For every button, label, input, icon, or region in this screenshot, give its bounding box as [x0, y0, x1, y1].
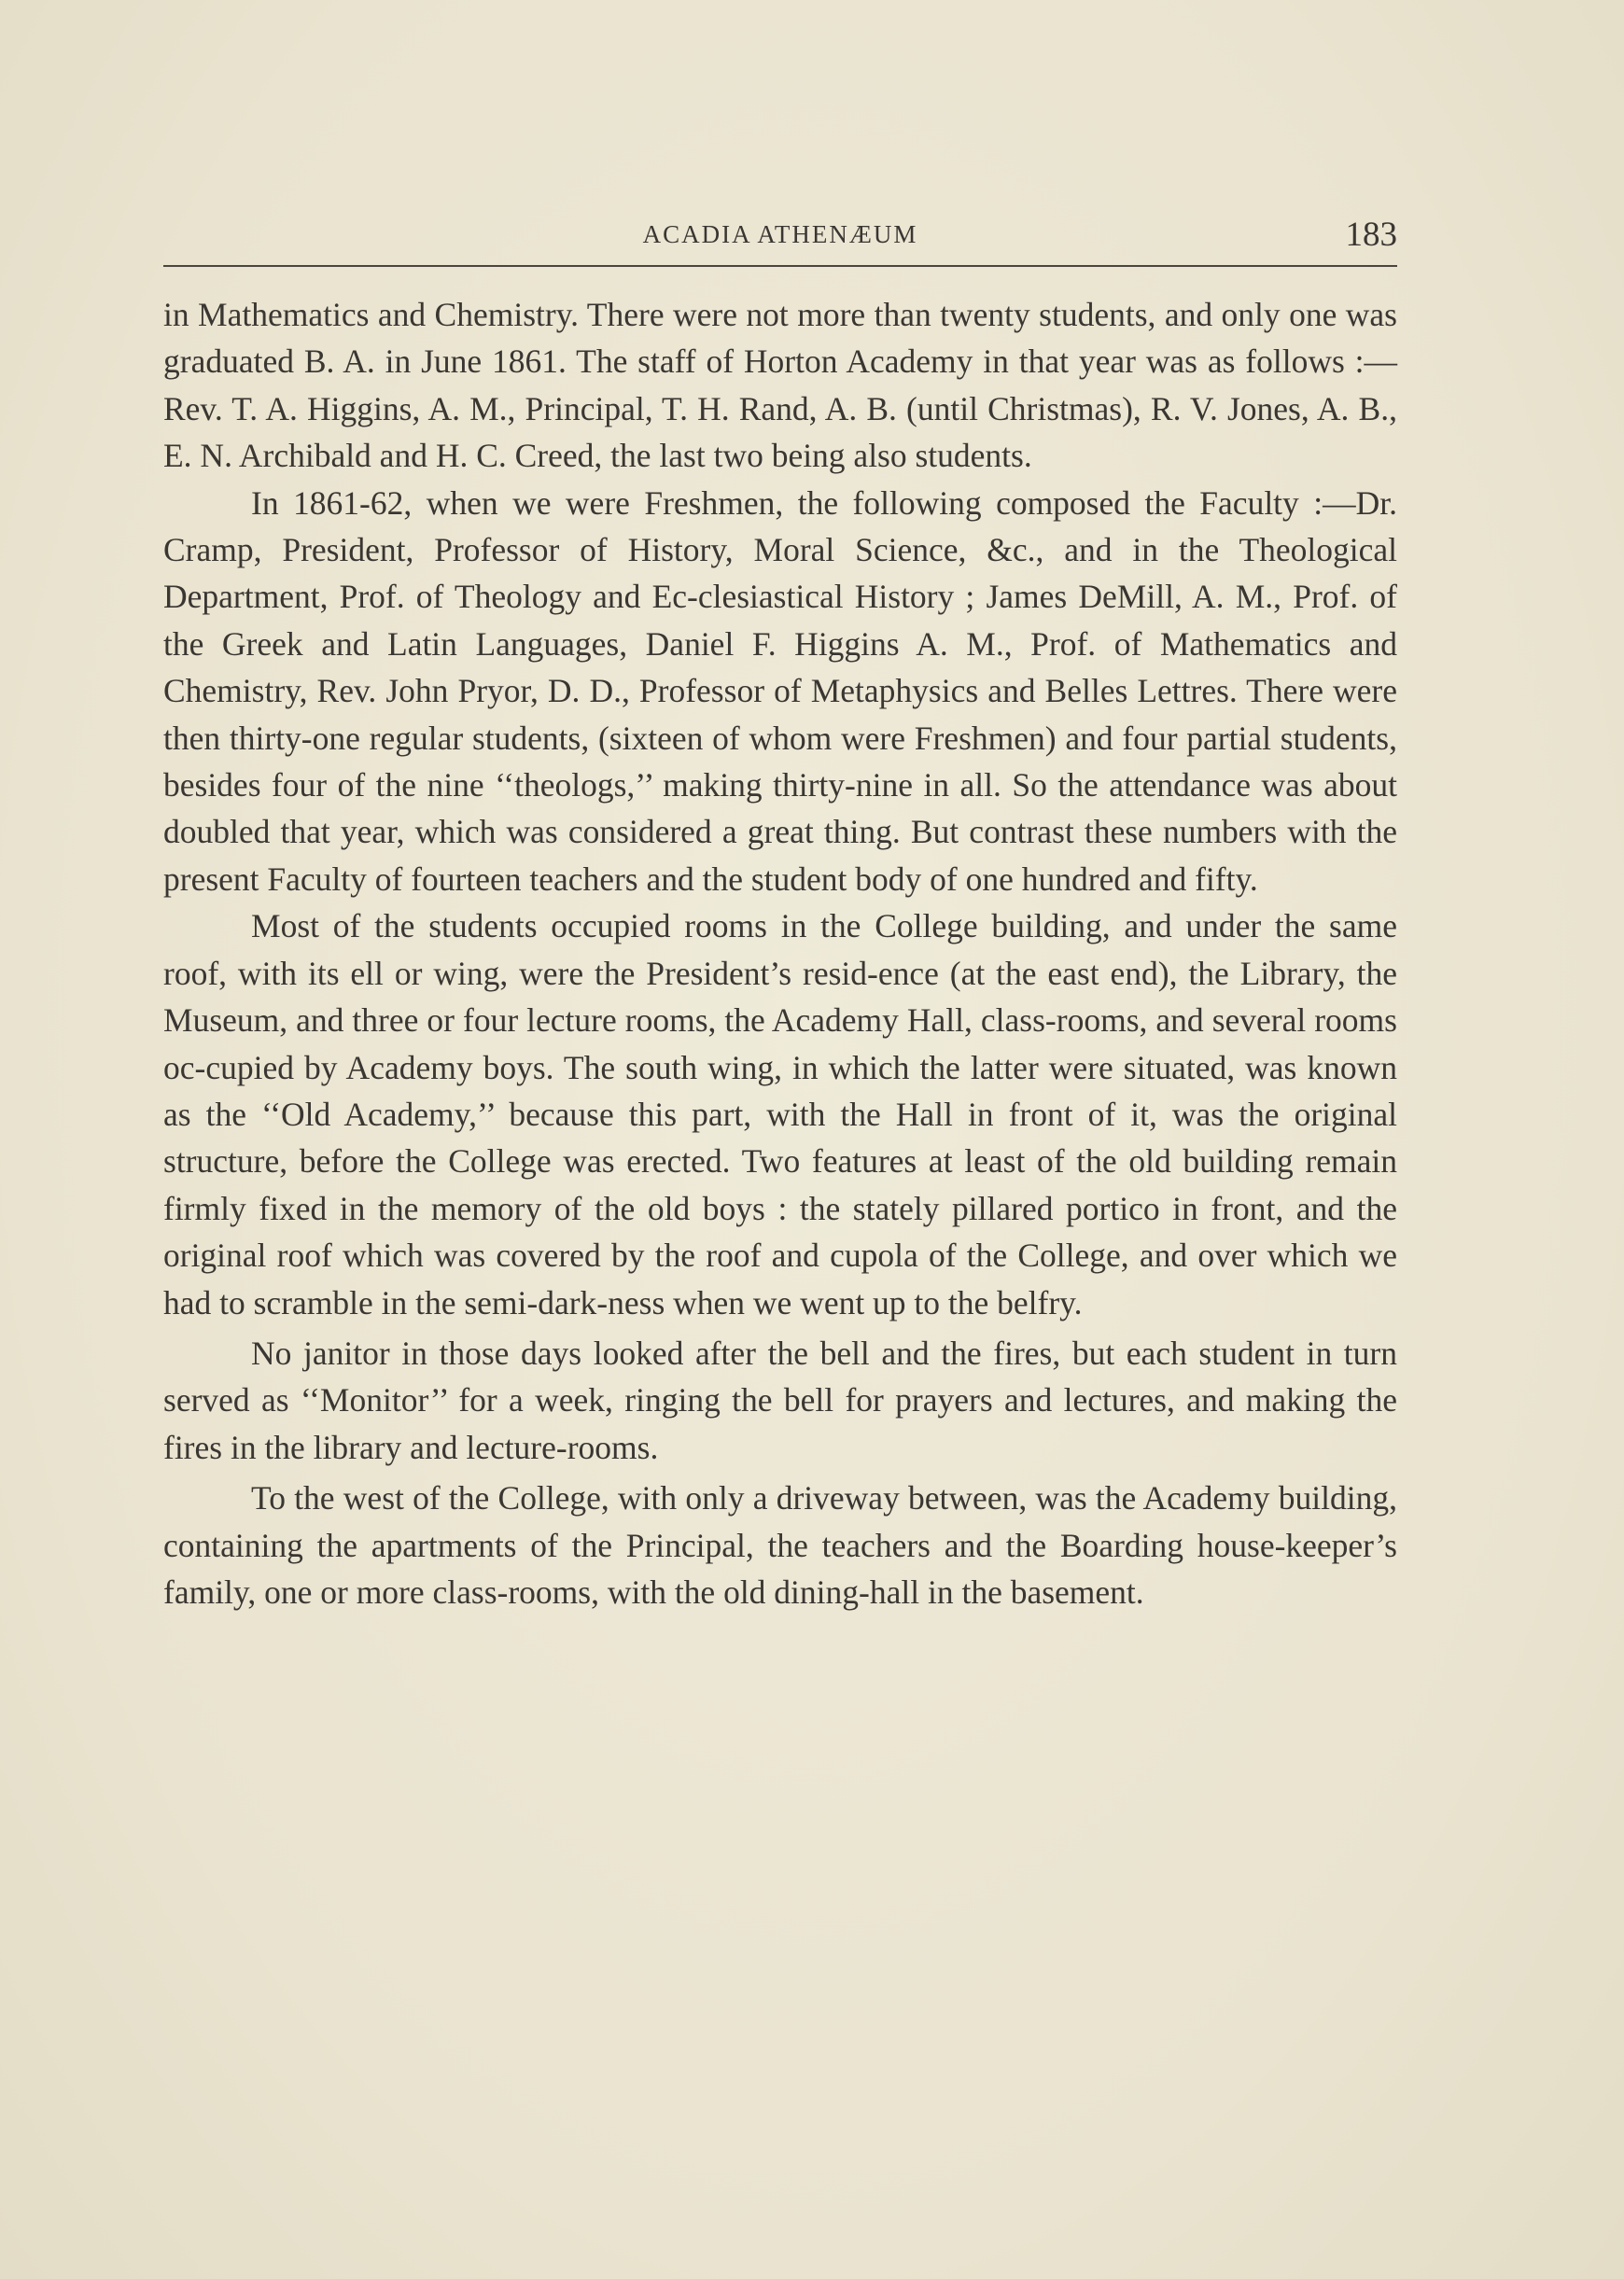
- paragraph-4: No janitor in those days looked after the bell and the fires, but each student in turn served as ‘‘Monitor’’ for a week, ringing the bell for prayers and lectures, and making the fires in the library and lecture-rooms.: [163, 1334, 1397, 1466]
- paragraph-5: To the west of the College, with only a driveway between, was the Academy building, containing the apartments of the Principal, the teachers and the Boarding house-keeper’s family, one or more class-rooms, with the old dining-hall in the basement.: [163, 1479, 1397, 1611]
- header-rule: [163, 265, 1397, 267]
- body-text: [163, 291, 1397, 1615]
- paragraph-1: in Mathematics and Chemistry. There were not more than twenty students, and only one was graduated B. A. in June 1861. The staff of Horton Academy in that year was as follows :—Rev. T. A. Higgins, A. M., Principal, T. H. Rand, A. B. (until Christmas), R. V. Jones, A. B., E. N. Archibald and H. C. Creed, the last two being also students.: [163, 296, 1397, 475]
- page-number: 183: [1345, 216, 1397, 254]
- paragraph-3: Most of the students occupied rooms in the College building, and under the same roof, with its ell or wing, were the President’s resid-ence (at the east end), the Library, the Museum, and three or four lecture rooms, the Academy Hall, class-rooms, and several rooms oc-cupied by Academy boys. The south wing, in which the latter were situated, was known as the ‘‘Old Academy,’’ because this part, with the Hall in front of it, was the original structure, before the College was erected. Two features at least of the old building remain firmly fixed in the memory of the old boys : the stately pillared portico in front, and the original roof which was covered by the roof and cupola of the College, and over which we had to scramble in the semi-dark-ness when we went up to the belfry.: [163, 907, 1397, 1321]
- paragraph-2: In 1861-62, when we were Freshmen, the following composed the Faculty :—Dr. Cramp, President, Professor of History, Moral Science, &c., and in the Theological Department, Prof. of Theology and Ec-clesiastical History ; James DeMill, A. M., Prof. of the Greek and Latin Languages, Daniel F. Higgins A. M., Prof. of Mathematics and Chemistry, Rev. John Pryor, D. D., Professor of Metaphysics and Belles Lettres. There were then thirty-one regular students, (sixteen of whom were Freshmen) and four partial students, besides four of the nine ‘‘theologs,’’ making thirty-nine in all. So the attendance was about doubled that year, which was considered a great thing. But contrast these numbers with the present Faculty of fourteen teachers and the student body of one hundred and fifty.: [163, 483, 1397, 898]
- page-header: [163, 213, 1397, 265]
- running-title: ACADIA ATHENÆUM: [642, 220, 918, 248]
